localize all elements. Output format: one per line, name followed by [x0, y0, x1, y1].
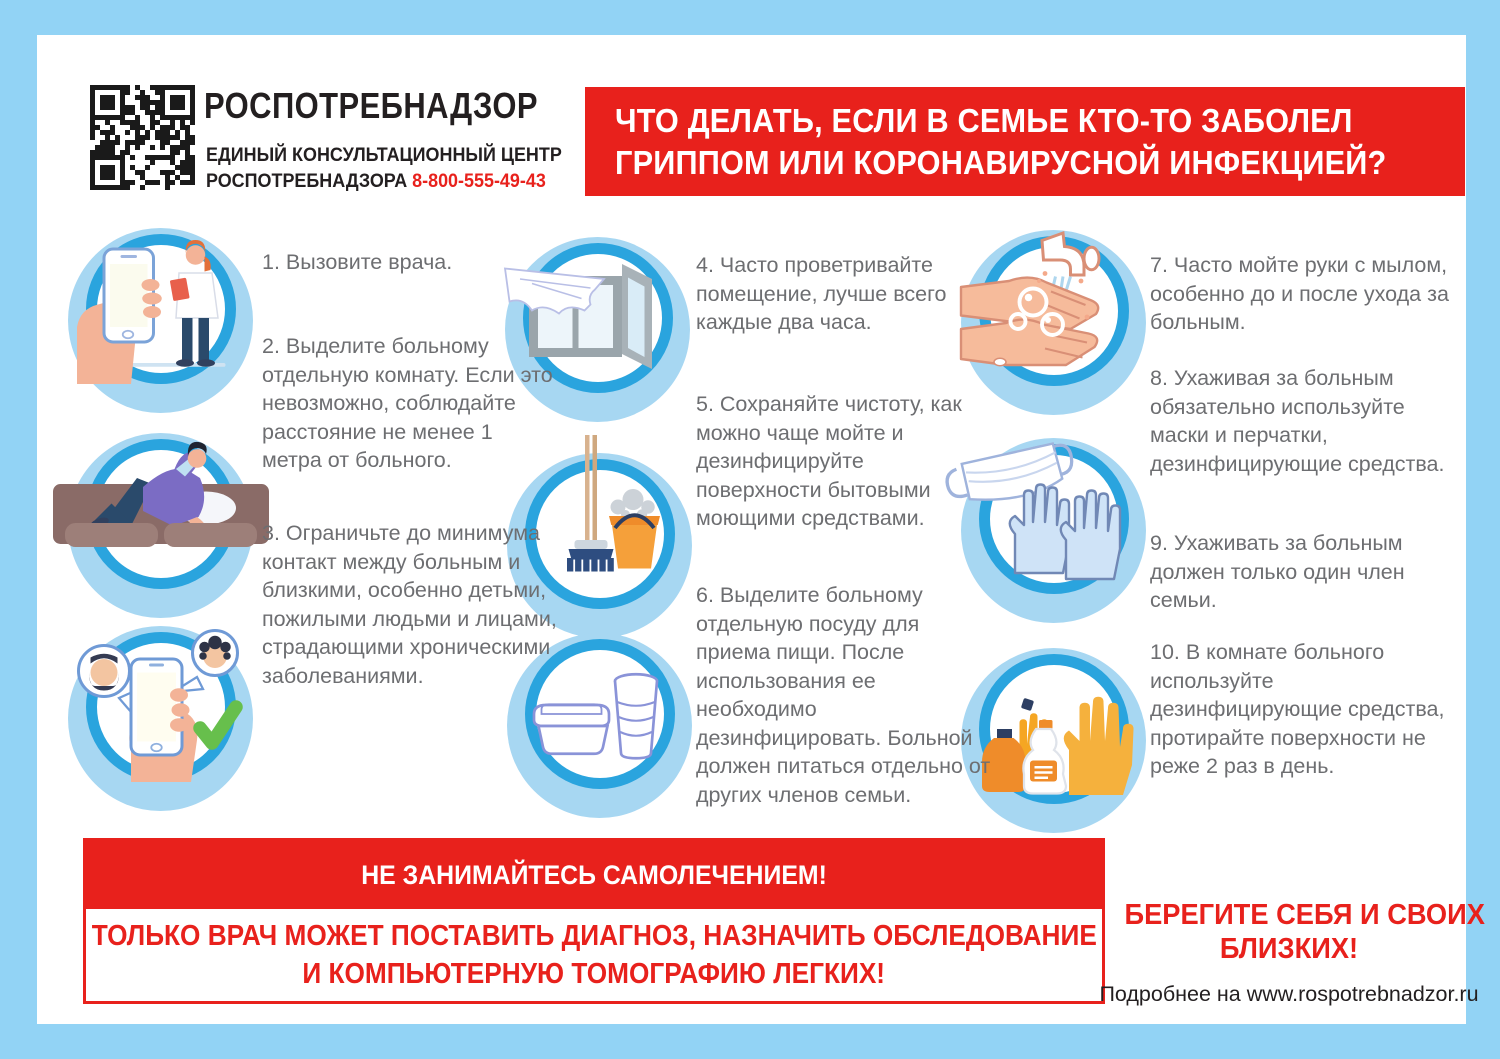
- warning-heading: НЕ ЗАНИМАЙТЕСЬ САМОЛЕЧЕНИЕМ!: [361, 859, 827, 890]
- washing-hands-icon: [979, 236, 1129, 386]
- video-call-check-icon: [86, 632, 236, 782]
- tip-5-text: 5. Сохраняйте чистоту, как можно чаще мойте и дезинфицируйте поверхности бытовыми моющими средствами.: [696, 392, 962, 530]
- tip-6-text: 6. Выделите больному отдельную посуду для приема пищи. После использования ее необходимо дезинфицировать. Больной должен питаться отдельно от других членов семьи.: [696, 583, 991, 807]
- warning-box: [83, 838, 1105, 1004]
- tip-3-badge: [68, 626, 253, 811]
- title-banner-line1: ЧТО ДЕЛАТЬ, ЕСЛИ В СЕМЬЕ КТО-ТО ЗАБОЛЕЛ: [615, 101, 1353, 139]
- tip-7-text: 7. Часто мойте руки с мылом, особенно до и после ухода за больным.: [1150, 253, 1449, 334]
- brand-subtitle-line2: [206, 170, 546, 193]
- qr-code: [90, 85, 195, 190]
- tip-1-badge: [68, 228, 253, 413]
- phone-doctor-call-icon: [86, 234, 236, 384]
- warning-heading-bar: [86, 841, 1102, 909]
- tip-8-text: 8. Ухаживая за больным обязательно используйте маски и перчатки, дезинфицирующие средства.: [1150, 366, 1445, 476]
- footer-slogan-line1: БЕРЕГИТЕ СЕБЯ И СВОИХ: [1124, 899, 1485, 931]
- footer-slogan-line2: БЛИЗКИХ!: [1219, 933, 1359, 965]
- tip-10-text: 10. В комнате больного используйте дезинфицирующие средства, протирайте поверхности не реже 2 раз в день.: [1150, 640, 1445, 778]
- footer-more-info: Подробнее на www.rospotrebnadzor.ru: [1099, 982, 1479, 1006]
- disinfectant-and-gloves-icon: [979, 654, 1129, 804]
- tip-2-text: 2. Выделите больному отдельную комнату. Если это невозможно, соблюдайте расстояние не менее 1 метра от больного.: [262, 334, 553, 472]
- brand-subtitle-org: РОСПОТРЕБНАДЗОРА: [206, 170, 408, 192]
- title-banner-line2: ГРИППОМ ИЛИ КОРОНАВИРУСНОЙ ИНФЕКЦИЕЙ?: [615, 143, 1387, 181]
- tip-3-text: 3. Ограничьте до минимума контакт между больным и близкими, особенно детьми, пожилыми людьми и лицами, страдающими хроническими заболеваниями.: [262, 521, 557, 688]
- mask-and-gloves-icon: [979, 444, 1129, 594]
- tip-1-text: 1. Вызовите врача.: [262, 250, 453, 274]
- poster-content: [37, 35, 1485, 1024]
- tip-2-badge: [68, 433, 253, 618]
- tip-4-text: 4. Часто проветривайте помещение, лучше всего каждые два часа.: [696, 253, 947, 334]
- sick-person-on-sofa-icon: [86, 439, 236, 589]
- brand-subtitle-line1: ЕДИНЫЙ КОНСУЛЬТАЦИОННЫЙ ЦЕНТР: [206, 144, 562, 166]
- footer-slogan: [1114, 898, 1485, 966]
- tip-7-badge: [961, 230, 1146, 415]
- brand-title: РОСПОТРЕБНАДЗОР: [204, 85, 538, 126]
- hotline-phone-number: 8-800-555-49-43: [412, 170, 546, 192]
- tip-9-text: 9. Ухаживать за больным должен только один член семьи.: [1150, 531, 1405, 612]
- warning-body-line2: И КОМПЬЮТЕРНУЮ ТОМОГРАФИЮ ЛЕГКИХ!: [302, 958, 886, 990]
- warning-body: [86, 909, 1102, 1001]
- warning-body-line1: ТОЛЬКО ВРАЧ МОЖЕТ ПОСТАВИТЬ ДИАГНОЗ, НАЗНАЧИТЬ ОБСЛЕДОВАНИЕ: [91, 920, 1097, 952]
- title-banner: [585, 87, 1465, 196]
